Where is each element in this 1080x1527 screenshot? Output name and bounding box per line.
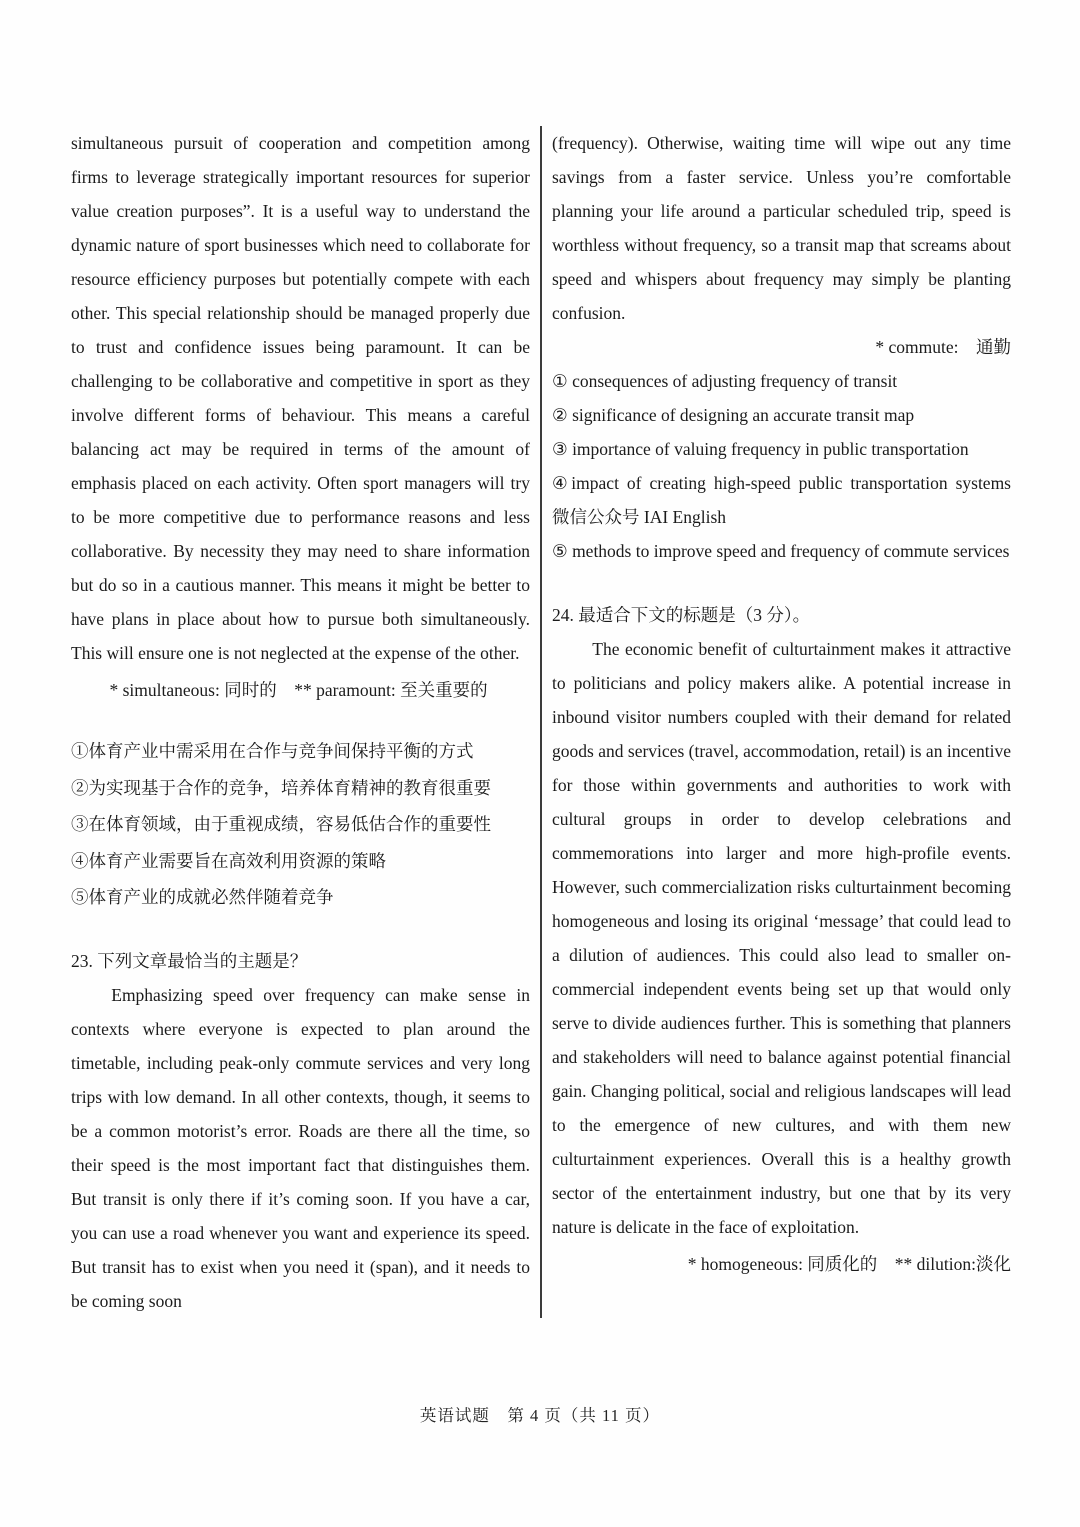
passage-transit-part2: (frequency). Otherwise, waiting time will wipe out any time savings from a faster service. Unless you’re comfortable planning your life around a particular scheduled trip, speed is worthless without frequency, so a transit map that screams about speed and whispers about frequency may simply be planting confusion. <box>552 133 1011 323</box>
two-column-layout <box>71 126 1029 1318</box>
option-3-cn: ③在体育领域，由于重视成绩，容易低估合作的重要性 <box>71 814 491 834</box>
option-4-cn: ④体育产业需要旨在高效利用资源的策略 <box>71 850 386 871</box>
question-24-label: 24. 最适合下文的标题是（3 分）。 <box>552 605 811 625</box>
option-5-cn: ⑤体育产业的成就必然伴随着竞争 <box>71 887 334 907</box>
option-1-en: ① consequences of adjusting frequency of transit <box>552 371 898 391</box>
passage-transit-part1: Emphasizing speed over frequency can make sense in contexts where everyone is expected to plan around the timetable, including peak-only commute services and very long trips with low demand. In all other contexts, though, it seems to be a common motorist’s error. Roads are there all the time, so their speed is the most important fact that distinguishes them. But transit is only there if it’s coming soon. If you have a car, you can use a road whenever you want and experience its speed. But transit has to exist when you need it (span), and it needs to be coming soon <box>71 984 530 1311</box>
right-column <box>552 126 1029 1318</box>
passage-culturtainment: The economic benefit of culturtainment makes it attractive to politicians and policy makers alike. A potential increase in inbound visitor numbers coupled with their demand for related goods and services (travel, accommodation, retail) is an incentive for those within governments and authorities to work with cultural groups in order to develop celebrations and commemorations into larger and more high-profile events. However, such commercialization risks culturtainment becoming homogeneous and losing its original ‘message’ that could lead to a dilution of audiences. This could also lead to smaller on-commercial independent events being set up that would only serve to divide audiences further. This is something that planners and stakeholders will need to balance against potential financial gain. Changing political, social and religious landscapes will lead to the emergence of new cultures, and with them new culturtainment experiences. Overall this is a healthy growth sector of the entertainment industry, but one that by its very nature is delicate in the face of exploitation. <box>552 639 1011 1237</box>
option-4-en: ④impact of creating high-speed public transportation systems 微信公众号 IAI English <box>552 473 1029 527</box>
option-3-en: ③ importance of valuing frequency in public transportation <box>552 439 969 459</box>
question-23-label: 23. 下列文章最恰当的主题是？ <box>71 950 308 971</box>
passage-sport-continuation: simultaneous pursuit of cooperation and competition among firms to leverage strategically important resources for superior value creation purposes”. It is a useful way to understand the dynamic nature of sport businesses which need to collaborate for resource efficiency purposes but potentially compete with each other. This special relationship should be managed properly due to trust and confidence issues being paramount. It can be challenging to be collaborative and competitive in sport as they involve different forms of behaviour. This means a careful balancing act may be required in terms of the amount of emphasis placed on each activity. Often sport managers will try to be more competitive due to performance reasons and less collaborative. By necessity they may need to share information but do so in a cautious manner. This means it might be better to have plans in place about how to pursue both simultaneously. This will ensure one is not neglected at the expense of the other. <box>71 133 530 663</box>
answer-options-chinese <box>71 733 530 916</box>
vocab-note-simultaneous-paramount: * simultaneous: 同时的 ** paramount: 至关重要的 <box>109 680 488 700</box>
column-divider <box>540 126 542 1318</box>
option-1-cn: ①体育产业中需采用在合作与竞争间保持平衡的方式 <box>71 741 474 761</box>
option-2-cn: ②为实现基于合作的竞争，培养体育精神的教育很重要 <box>71 777 491 798</box>
page-footer: 英语试题 第 4 页（共 11 页） <box>419 1406 661 1425</box>
vocab-note-homogeneous-dilution: * homogeneous: 同质化的 ** dilution:淡化 <box>687 1254 1011 1274</box>
option-2-en: ② significance of designing an accurate transit map <box>552 405 915 425</box>
left-column <box>71 126 530 1318</box>
answer-options-english <box>552 364 1029 568</box>
vocab-note-commute: * commute: 通勤 <box>875 337 1011 357</box>
column-gutter <box>530 126 552 1318</box>
option-5-en: ⑤ methods to improve speed and frequency of commute services <box>552 541 1010 561</box>
